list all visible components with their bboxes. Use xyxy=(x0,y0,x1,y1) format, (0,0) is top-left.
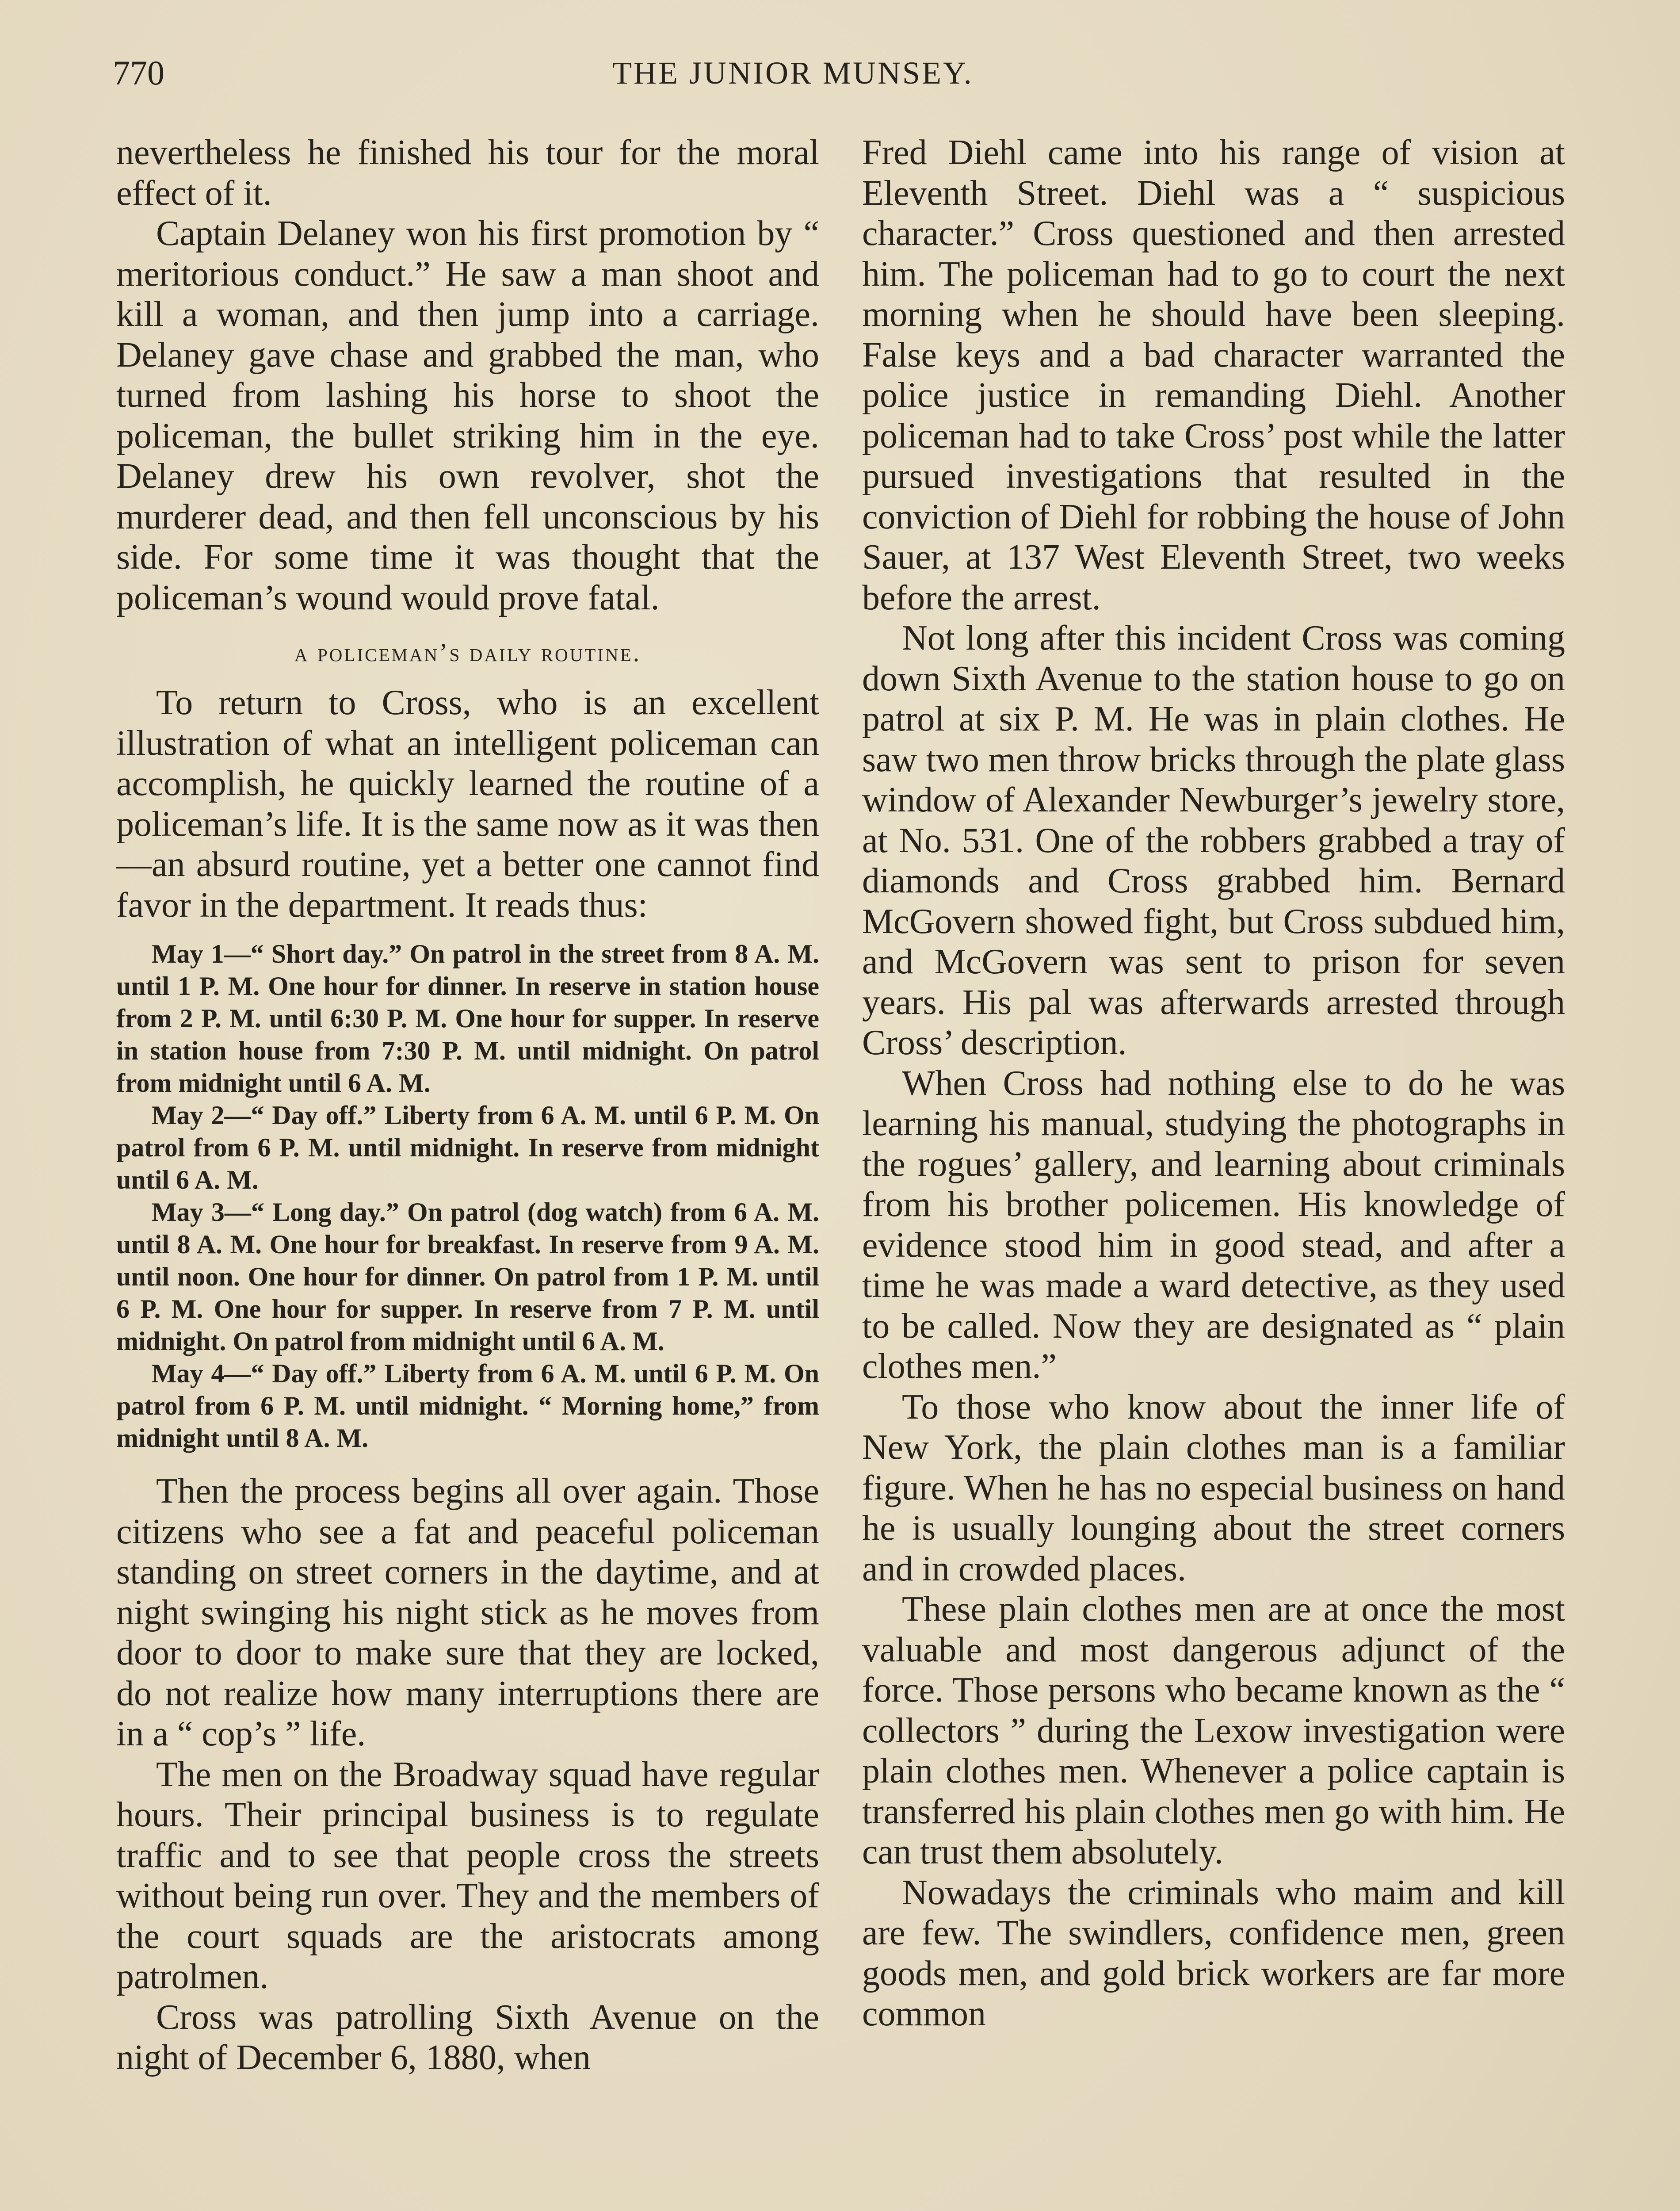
paragraph: Nowadays the criminals who maim and kill are few. The swindlers, confidence men, green goods men, and gold brick workers are far more common xyxy=(862,1873,1565,2033)
paragraph: To return to Cross, who is an excellent illustration of what an intelligent policeman can accomplish, he quickly learned the routine of a policeman’s life. It is the same now as it was then—an absurd routine, yet a better one cannot find favor in the department. It reads thus: xyxy=(116,683,819,925)
schedule-entry: May 1—“ Short day.” On patrol in the street from 8 A. M. until 1 P. M. One hour for dinner. In reserve in station house from 2 P. M. until 6:30 P. M. One hour for supper. In reserve in station house from 7:30 P. M. until midnight. On patrol from midnight until 6 A. M. xyxy=(116,939,819,1098)
schedule-entry: May 3—“ Long day.” On patrol (dog watch) from 6 A. M. until 8 A. M. One hour for breakfast. In reserve from 9 A. M. until noon. One hour for dinner. On patrol from 1 P. M. until 6 P. M. One hour for supper. In reserve from 7 P. M. until midnight. On patrol from midnight until 6 A. M. xyxy=(116,1197,819,1356)
paragraph: The men on the Broadway squad have regular hours. Their principal business is to regulate traffic and to see that people cross the streets without being run over. They and the members of the court squads are the aristocrats among patrolmen. xyxy=(116,1755,819,1996)
duty-schedule xyxy=(116,938,819,1454)
paragraph: nevertheless he finished his tour for the moral effect of it. xyxy=(116,133,819,213)
page-header xyxy=(113,49,1572,97)
paragraph: Cross was patrolling Sixth Avenue on the night of December 6, 1880, when xyxy=(116,1997,819,2077)
left-column xyxy=(116,133,819,2078)
right-column xyxy=(862,133,1565,2035)
schedule-entry: May 2—“ Day off.” Liberty from 6 A. M. until 6 P. M. On patrol from 6 P. M. until midnight. In reserve from midnight until 6 A. M. xyxy=(116,1101,819,1194)
running-head: THE JUNIOR MUNSEY. xyxy=(612,55,974,91)
paragraph: Fred Diehl came into his range of vision at Eleventh Street. Diehl was a “ suspicious character.” Cross questioned and then arrested him. The policeman had to go to court the next morning when he should have been sleeping. False keys and a bad character warranted the police justice in remanding Diehl. Another policeman had to take Cross’ post while the latter pursued investigations that resulted in the conviction of Diehl for robbing the house of John Sauer, at 137 West Eleventh Street, two weeks before the arrest. xyxy=(862,133,1565,617)
schedule-entry: May 4—“ Day off.” Liberty from 6 A. M. until 6 P. M. On patrol from 6 P. M. until midnight. “ Morning home,” from midnight until 8 A. M. xyxy=(116,1359,819,1453)
paragraph: When Cross had nothing else to do he was learning his manual, studying the photographs in the rogues’ gallery, and learning about criminals from his brother policemen. His knowledge of evidence stood him in good stead, and after a time he was made a ward detective, as they used to be called. Now they are designated as “ plain clothes men.” xyxy=(862,1063,1565,1386)
paragraph: Not long after this incident Cross was coming down Sixth Avenue to the station house to go on patrol at six P. M. He was in plain clothes. He saw two men throw bricks through the plate glass window of Alexander Newburger’s jewelry store, at No. 531. One of the robbers grabbed a tray of diamonds and Cross grabbed him. Bernard McGovern showed fight, but Cross subdued him, and McGovern was sent to prison for seven years. His pal was afterwards arrested through Cross’ description. xyxy=(862,619,1565,1062)
paragraph: To those who know about the inner life of New York, the plain clothes man is a familiar figure. When he has no especial business on hand he is usually lounging about the street corners and in crowded places. xyxy=(862,1387,1565,1588)
paragraph: These plain clothes men are at once the most valuable and most dangerous adjunct of the force. Those persons who became known as the “ collectors ” during the Lexow investigation were plain clothes men. Whenever a police captain is transferred his plain clothes men go with him. He can trust them absolutely. xyxy=(862,1590,1565,1871)
paragraph: Then the process begins all over again. Those citizens who see a fat and peaceful policeman standing on street corners in the daytime, and at night swinging his night stick as he moves from door to door to make sure that they are locked, do not realize how many interruptions there are in a “ cop’s ” life. xyxy=(116,1472,819,1753)
page-number: 770 xyxy=(113,54,164,92)
section-subheading: a policeman’s daily routine. xyxy=(294,638,641,667)
paragraph: Captain Delaney won his first promotion by “ meritorious conduct.” He saw a man shoot and kill a woman, and then jump into a carriage. Delaney gave chase and grabbed the man, who turned from lashing his horse to shoot the policeman, the bullet striking him in the eye. Delaney drew his own revolver, shot the murderer dead, and then fell unconscious by his side. For some time it was thought that the policeman’s wound would prove fatal. xyxy=(116,214,819,617)
